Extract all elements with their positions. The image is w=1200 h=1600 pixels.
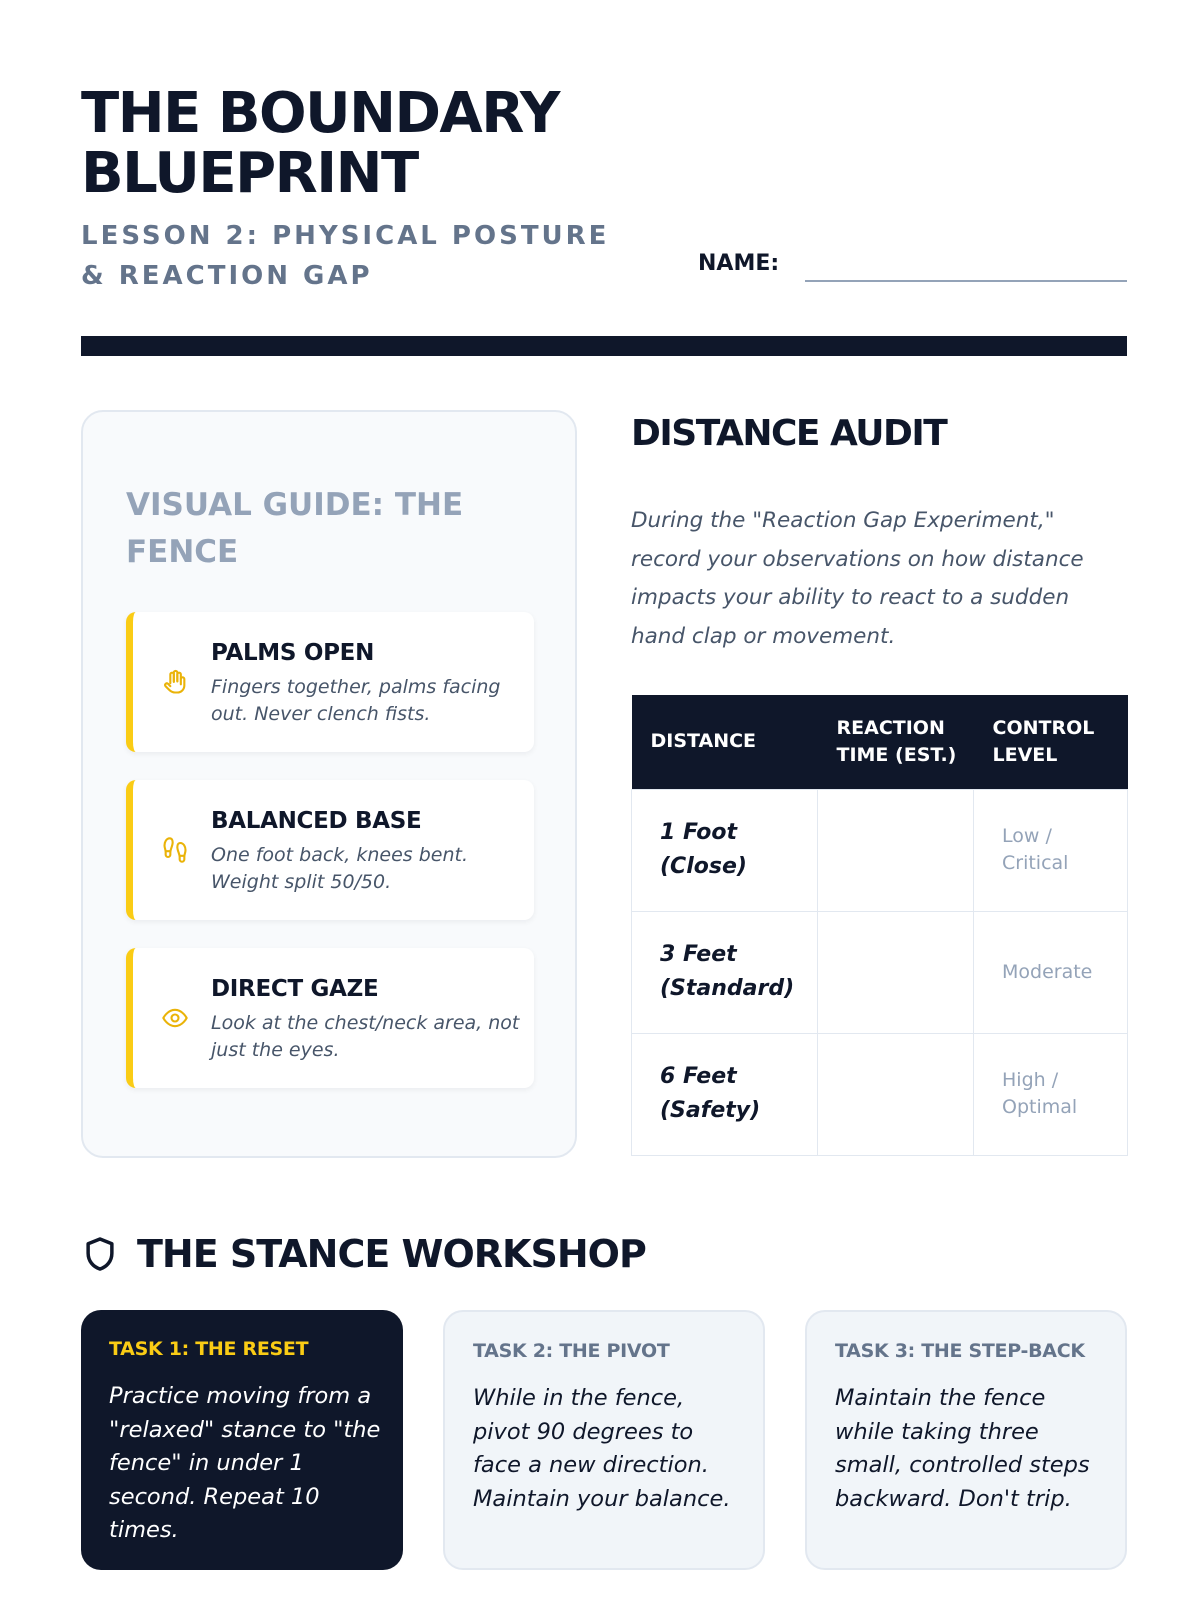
distance-cell: 3 Feet (Standard) — [632, 911, 818, 1033]
distance-cell: 1 Foot (Close) — [632, 789, 818, 911]
visual-guide-panel — [81, 410, 577, 1158]
tip-card-direct-gaze — [126, 948, 534, 1088]
column-header-control-level: CONTROL LEVEL — [974, 695, 1128, 789]
distance-cell: 6 Feet (Safety) — [632, 1033, 818, 1155]
task-body: Practice moving from a "relaxed" stance to "the fence" in under 1 second. Repeat 10 times. — [109, 1383, 381, 1543]
task-label: TASK 1: THE RESET — [109, 1338, 309, 1360]
hand-icon — [161, 668, 189, 696]
reaction-time-input-cell[interactable] — [818, 911, 974, 1033]
tip-heading: DIRECT GAZE — [211, 976, 379, 1002]
control-level-cell: High / Optimal — [974, 1033, 1128, 1155]
task-label: TASK 2: THE PIVOT — [473, 1340, 670, 1362]
lesson-subtitle: LESSON 2: PHYSICAL POSTURE & REACTION GAP — [81, 221, 610, 291]
tip-card-palms-open — [126, 612, 534, 752]
visual-guide-title: VISUAL GUIDE: THE FENCE — [126, 487, 464, 570]
tip-body: Look at the chest/neck area, not just the eyes. — [211, 1012, 520, 1061]
control-level-cell: Moderate — [974, 911, 1128, 1033]
tip-card-balanced-base — [126, 780, 534, 920]
stance-workshop-heading — [81, 1230, 646, 1278]
control-level-cell: Low / Critical — [974, 789, 1128, 911]
task-label: TASK 3: THE STEP-BACK — [835, 1340, 1085, 1362]
tip-body: Fingers together, palms facing out. Never clench fists. — [211, 676, 501, 725]
column-header-distance: DISTANCE — [632, 695, 818, 789]
reaction-time-input-cell[interactable] — [818, 789, 974, 911]
distance-audit-table — [631, 695, 1128, 1156]
footprints-icon — [161, 836, 189, 864]
distance-audit-title: DISTANCE AUDIT — [631, 413, 947, 454]
name-input-line[interactable] — [805, 280, 1127, 282]
column-header-reaction-time: REACTION TIME (EST.) — [818, 695, 974, 789]
tip-body: One foot back, knees bent. Weight split 50/50. — [211, 844, 469, 893]
stance-workshop-title: THE STANCE WORKSHOP — [137, 1232, 646, 1276]
table-row — [632, 789, 1128, 911]
table-header-row — [632, 695, 1128, 789]
page-title: THE BOUNDARY BLUEPRINT — [81, 81, 559, 206]
task-card-reset — [81, 1310, 403, 1570]
table-row — [632, 911, 1128, 1033]
shield-icon — [81, 1234, 119, 1274]
distance-audit-intro: During the "Reaction Gap Experiment," record your observations on how distance impacts your ability to react to a sudden hand clap or movement. — [631, 508, 1084, 649]
header-divider — [81, 336, 1127, 356]
tip-heading: BALANCED BASE — [211, 808, 422, 834]
task-card-pivot — [443, 1310, 765, 1570]
table-row — [632, 1033, 1128, 1155]
task-body: Maintain the fence while taking three small, controlled steps backward. Don't trip. — [835, 1385, 1090, 1512]
name-label: NAME: — [698, 251, 780, 276]
eye-icon — [161, 1004, 189, 1032]
tip-heading: PALMS OPEN — [211, 640, 375, 666]
task-body: While in the fence, pivot 90 degrees to face a new direction. Maintain your balance. — [473, 1385, 731, 1512]
task-card-step-back — [805, 1310, 1127, 1570]
reaction-time-input-cell[interactable] — [818, 1033, 974, 1155]
